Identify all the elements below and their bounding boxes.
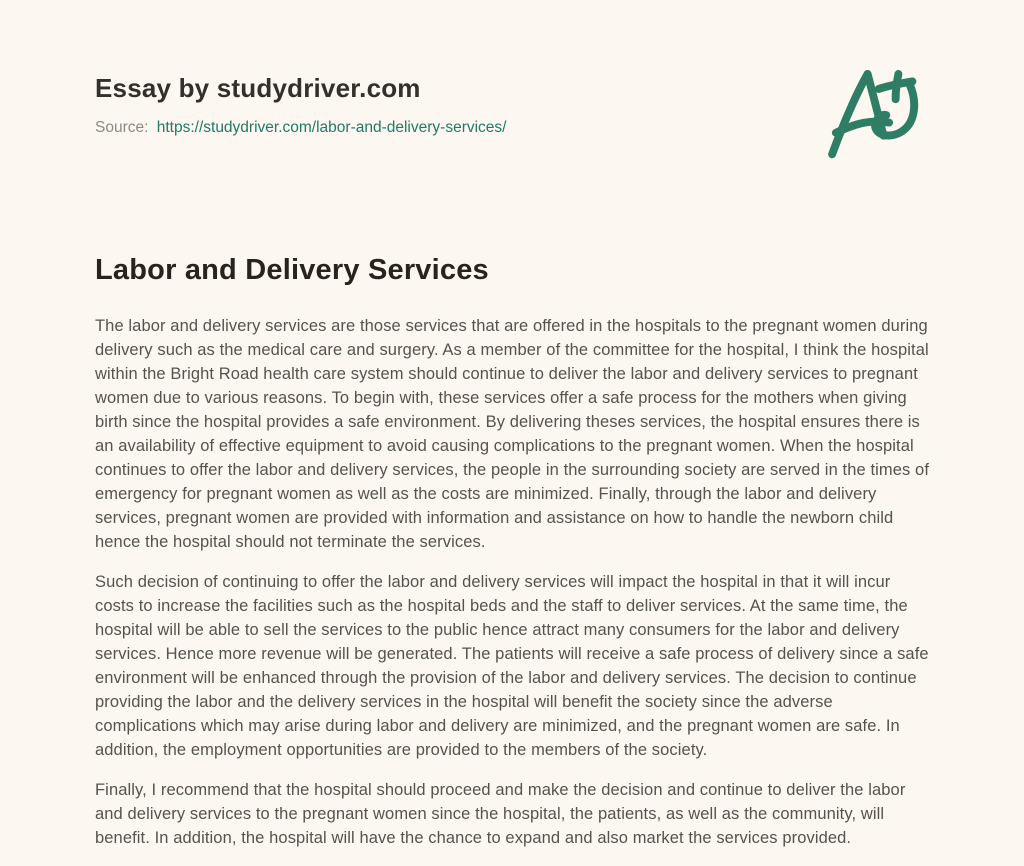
page-header-title: Essay by studydriver.com xyxy=(95,73,421,103)
source-label: Source: xyxy=(95,119,149,136)
essay-title: Labor and Delivery Services xyxy=(95,254,489,286)
essay-body xyxy=(95,314,933,850)
source-link[interactable]: https://studydriver.com/labor-and-delivery-services/ xyxy=(156,119,507,136)
essay-paragraph-1: The labor and delivery services are those services that are offered in the hospitals to the pregnant women during delivery such as the medical care and surgery. As a member of the committee for the hospital, I think the hospital within the Bright Road health care system should continue to deliver the labor and delivery services to pregnant women due to various reasons. To begin with, these services offer a safe process for the mothers when giving birth since the hospital provides a safe environment. By delivering theses services, the hospital ensures there is an availability of effective equipment to avoid causing complications to the pregnant women. When the hospital continues to offer the labor and delivery services, the people in the surrounding society are served in the times of emergency for pregnant women as well as the costs are minimized. Finally, through the labor and delivery services, pregnant women are provided with information and assistance on how to handle the newborn child hence the hospital should not terminate the services. xyxy=(95,317,930,551)
source-row xyxy=(95,118,933,138)
essay-paragraph-3: Finally, I recommend that the hospital should proceed and make the decision and continue to deliver the labor and delivery services to the pregnant women since the hospital, the patients, as well as the community, will benefit. In addition, the hospital will have the chance to expand and also market the services provided. xyxy=(95,781,906,847)
document-content xyxy=(95,0,933,866)
essay-paragraph-2: Such decision of continuing to offer the labor and delivery services will impact the hospital in that it will incur costs to increase the facilities such as the hospital beds and the staff to deliver services. At the same time, the hospital will be able to sell the services to the public hence attract many consumers for the labor and delivery services. Hence more revenue will be generated. The patients will receive a safe process of delivery since a safe environment will be enhanced through the provision of the labor and delivery services. The decision to continue providing the labor and the delivery services in the hospital will benefit the society since the adverse complications which may arise during labor and delivery are minimized, and the pregnant women are safe. In addition, the employment opportunities are provided to the members of the society. xyxy=(95,573,929,759)
